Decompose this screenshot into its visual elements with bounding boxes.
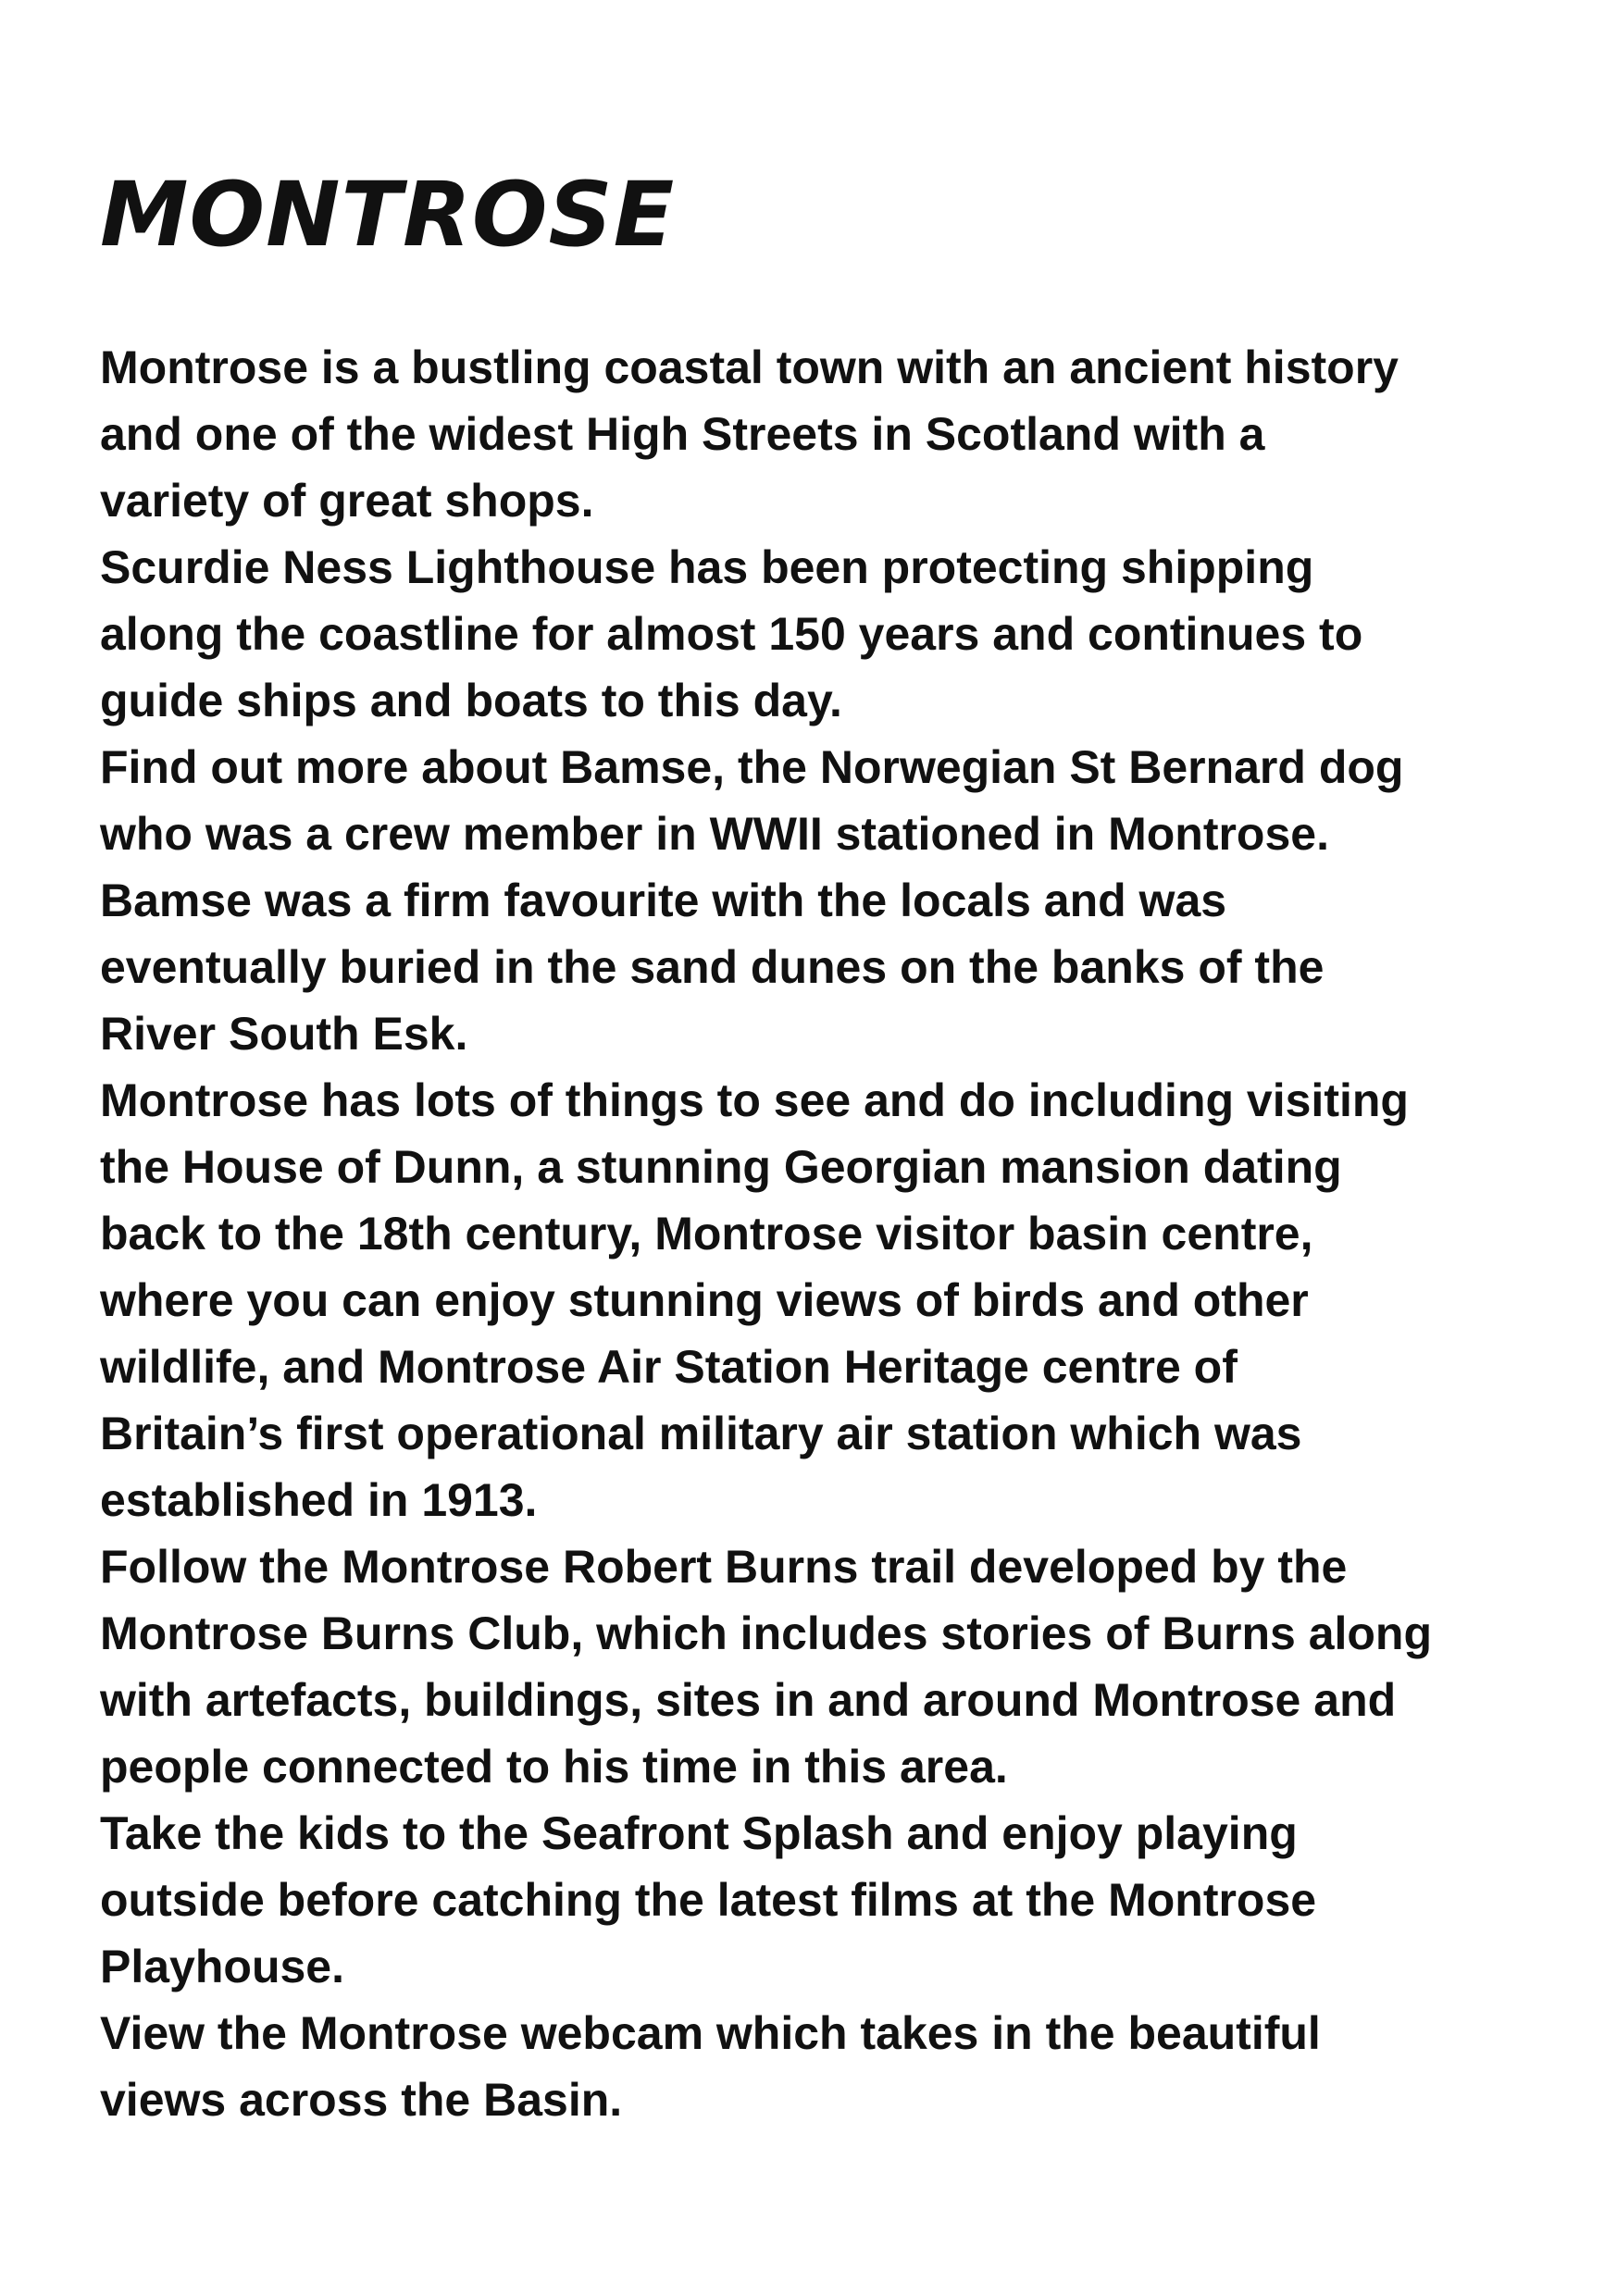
text-line: Montrose is a bustling coastal town with an ancient history — [100, 341, 1399, 393]
text-line: Playhouse. — [100, 1941, 344, 1992]
text-line: outside before catching the latest films at the Montrose — [100, 1874, 1317, 1926]
text-line: Scurdie Ness Lighthouse has been protecting shipping — [100, 541, 1314, 593]
text-line: Britain’s first operational military air station which was — [100, 1408, 1302, 1459]
text-line: along the coastline for almost 150 years and continues to — [100, 608, 1363, 660]
page-title: MONTROSE — [100, 163, 676, 267]
paragraph-town-intro — [100, 334, 1572, 534]
text-line: views across the Basin. — [100, 2074, 623, 2126]
text-line: eventually buried in the sand dunes on the banks of the — [100, 941, 1325, 993]
text-line: Take the kids to the Seafront Splash and enjoy playing — [100, 1807, 1298, 1859]
text-line: Follow the Montrose Robert Burns trail developed by the — [100, 1541, 1348, 1593]
text-line: River South Esk. — [100, 1008, 468, 1060]
text-line: where you can enjoy stunning views of birds and other — [100, 1274, 1309, 1326]
text-line: View the Montrose webcam which takes in the beautiful — [100, 2007, 1321, 2059]
text-line: Montrose has lots of things to see and do including visiting — [100, 1074, 1409, 1126]
text-line: back to the 18th century, Montrose visitor basin centre, — [100, 1208, 1313, 1260]
paragraph-bamse — [100, 734, 1572, 1067]
paragraph-lighthouse — [100, 534, 1572, 734]
text-line: the House of Dunn, a stunning Georgian mansion dating — [100, 1141, 1342, 1193]
paragraph-things-to-do — [100, 1067, 1572, 1533]
text-line: people connected to his time in this area. — [100, 1741, 1008, 1793]
text-line: wildlife, and Montrose Air Station Heritage centre of — [100, 1341, 1238, 1393]
text-line: with artefacts, buildings, sites in and around Montrose and — [100, 1674, 1397, 1726]
text-line: Find out more about Bamse, the Norwegian St Bernard dog — [100, 741, 1404, 793]
text-line: Montrose Burns Club, which includes stories of Burns along — [100, 1607, 1433, 1659]
text-line: guide ships and boats to this day. — [100, 675, 842, 726]
text-line: who was a crew member in WWII stationed in Montrose. — [100, 808, 1329, 860]
text-line: established in 1913. — [100, 1474, 538, 1526]
text-line: variety of great shops. — [100, 475, 594, 527]
paragraph-webcam — [100, 2000, 1572, 2133]
paragraph-seafront-splash — [100, 1800, 1572, 2000]
text-line: Bamse was a firm favourite with the locals and was — [100, 875, 1227, 926]
text-line: and one of the widest High Streets in Scotland with a — [100, 408, 1265, 460]
paragraph-burns-trail — [100, 1533, 1572, 1800]
body-text — [100, 334, 1572, 2133]
